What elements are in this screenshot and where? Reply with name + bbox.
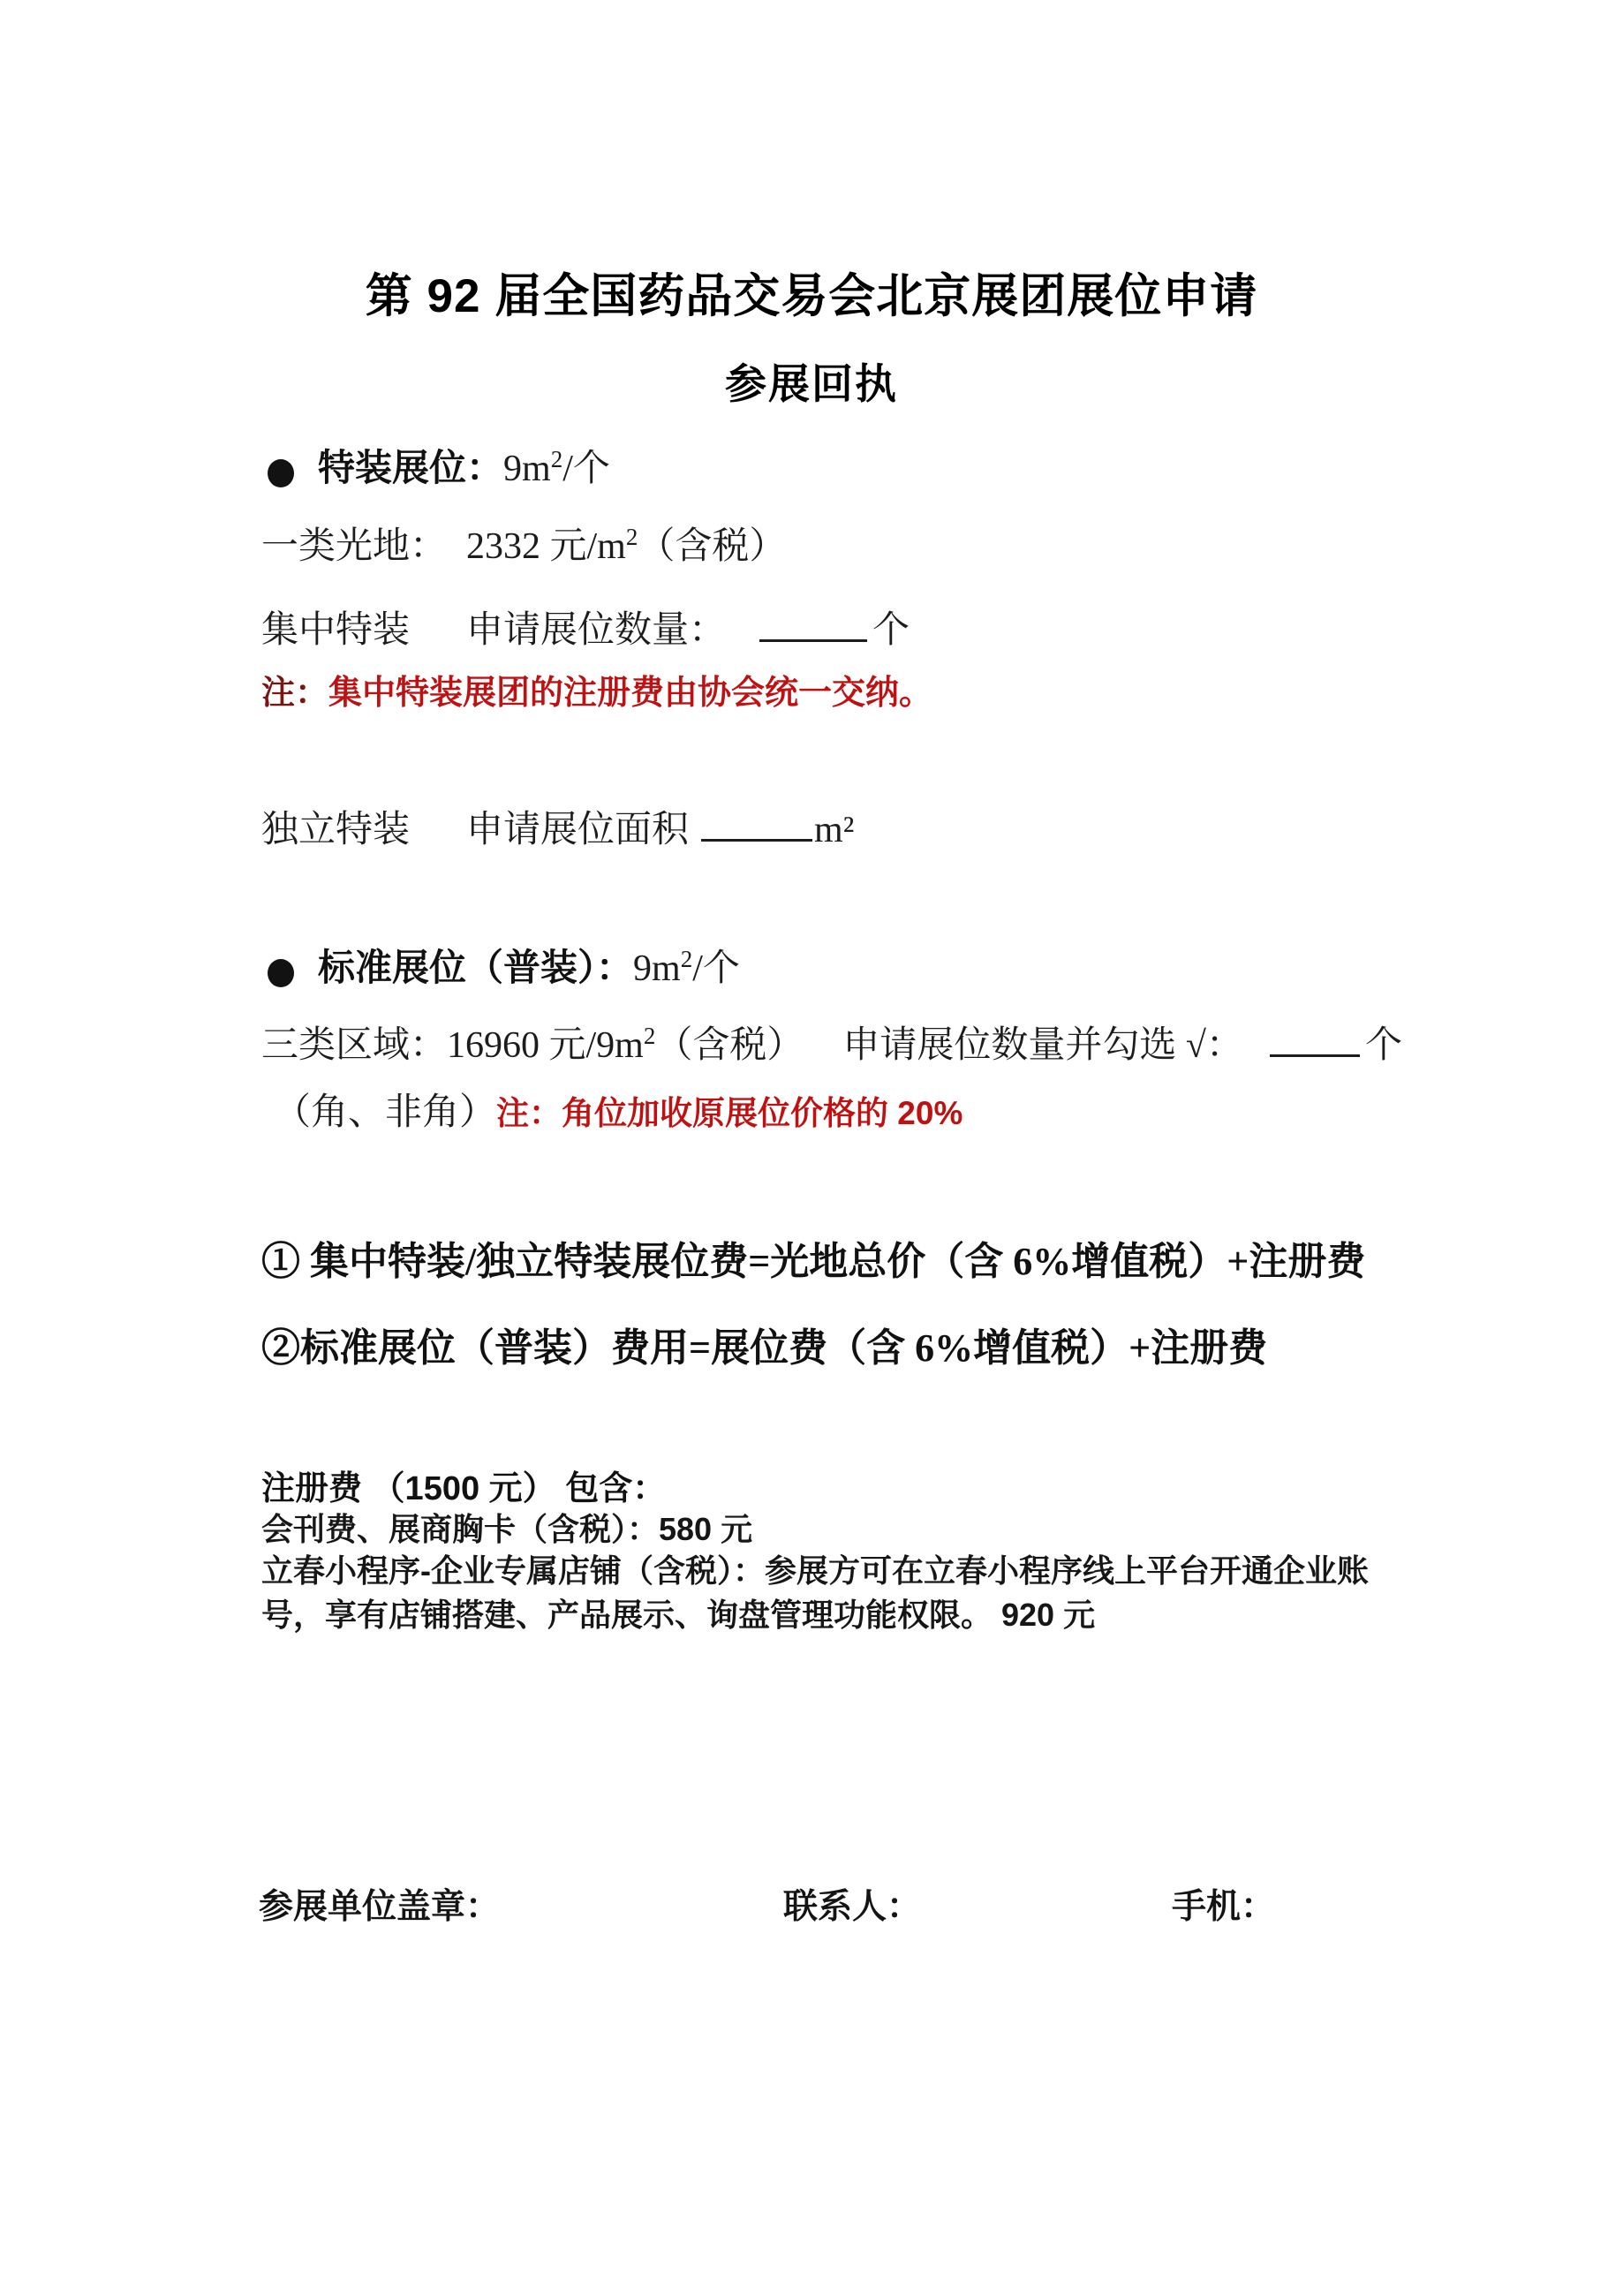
bullet-icon <box>268 959 294 987</box>
stamp-label: 参展单位盖章： <box>259 1888 501 1926</box>
independent-special-label: 独立特装 <box>261 810 411 850</box>
form-subtitle: 参展回执 <box>725 360 898 407</box>
land-class-line <box>261 517 786 570</box>
central-special-line <box>261 600 910 653</box>
contact-label: 联系人： <box>783 1888 922 1926</box>
note-prefix: 注： <box>261 675 329 712</box>
registration-fee-item-2: 立春小程序-企业专属店铺（含税）：参展方可在立春小程序线上平台开通企业账号，享有店铺搭建、产品展示、询盘管理功能权限。 920 元 <box>261 1552 1369 1633</box>
formula-2: ②标准展位（普装）费用=展位费（含 6%增值税）+注册费 <box>261 1326 1268 1370</box>
standard-qty-unit: 个 <box>1364 1025 1402 1066</box>
independent-special-line <box>261 800 854 853</box>
standard-qty-blank-field <box>1270 1025 1360 1057</box>
land-class-price: 2332 元$/m^2$（含税） <box>466 524 787 567</box>
standard-booth-heading: 标准展位（普装）： <box>318 947 634 988</box>
corner-note-line <box>274 1083 962 1136</box>
central-special-label: 集中特装 <box>261 610 411 651</box>
corner-note: 注：角位加收原展位价格的 20% <box>496 1095 963 1131</box>
special-booth-spec: $9m^2/$个 <box>503 446 610 489</box>
central-qty-unit: 个 <box>872 610 910 651</box>
standard-booth-spec: $9m^2/$个 <box>633 946 740 989</box>
zone-price-line <box>261 1016 1402 1069</box>
zone-price-label: 三类区域：16960 元$/9m^2$（含税） <box>261 1023 804 1066</box>
land-class-label: 一类光地： <box>261 526 448 567</box>
central-qty-label: 申请展位数量： <box>466 610 727 651</box>
independent-area-unit: m² <box>814 810 855 850</box>
standard-qty-label: 申请展位数量并勾选 √： <box>842 1025 1243 1066</box>
registration-fee-item-1: 会刊费、展商胸卡（含税）：580 元 <box>261 1511 753 1547</box>
corner-type-label: （角、非角） <box>274 1092 497 1133</box>
form-title: 第 92 届全国药品交易会北京展团展位申请 <box>365 270 1258 322</box>
standard-booth-heading-line <box>268 939 740 992</box>
registration-fee-heading: 注册费 （1500 元） 包含： <box>261 1470 667 1507</box>
mobile-label: 手机： <box>1172 1888 1276 1926</box>
independent-area-blank-field <box>701 810 812 842</box>
central-special-note <box>261 665 932 714</box>
formula-1: ① 集中特装/独立特装展位费=光地总价（含 6%增值税）+注册费 <box>261 1240 1366 1283</box>
bullet-icon <box>268 459 294 487</box>
central-qty-blank-field <box>759 610 867 642</box>
special-booth-heading-line <box>268 439 610 492</box>
note-text: 集中特装展团的注册费由协会统一交纳。 <box>328 675 933 712</box>
special-booth-heading: 特装展位： <box>318 447 504 488</box>
independent-area-label: 申请展位面积 <box>466 810 690 850</box>
